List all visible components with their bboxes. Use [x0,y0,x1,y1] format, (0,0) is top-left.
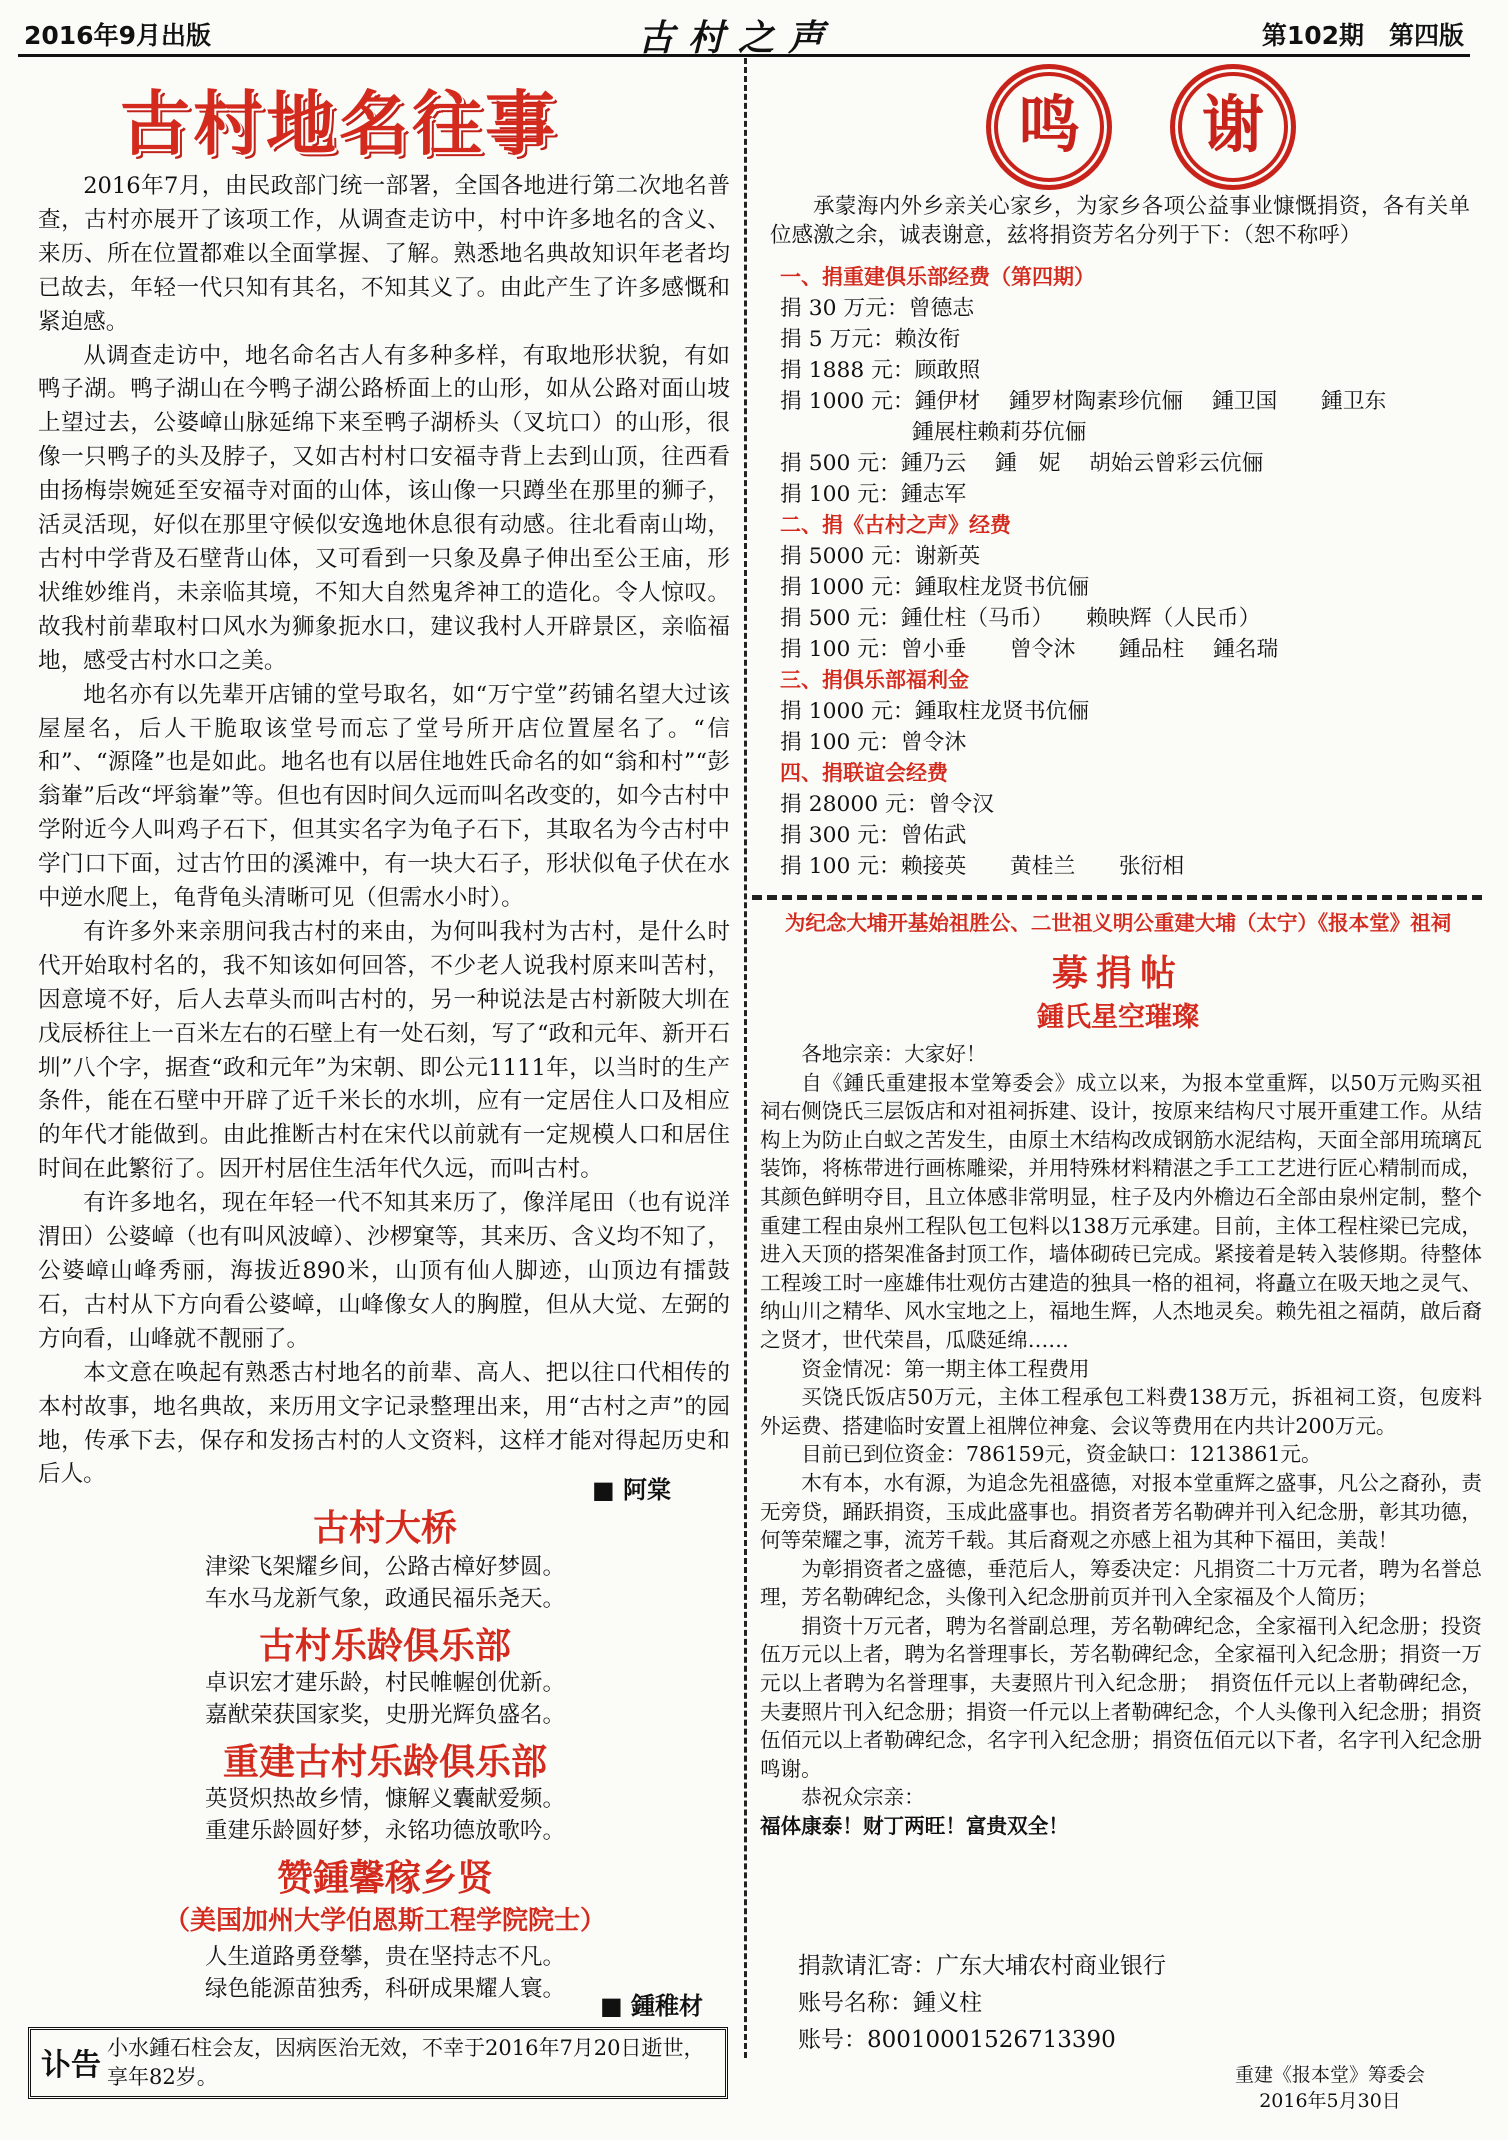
poem-title: 赞鍾馨稼乡贤 [276,1858,493,1899]
poem-line: 绿色能源苗独秀，科研成果耀人寰。 [204,1976,565,2002]
poem-subtitle: （美国加州大学伯恩斯工程学院院士） [163,1906,606,1936]
obituary-text: 小水鍾石柱会友，因病医治无效，不幸于2016年7月20日逝世，享年82岁。 [107,2036,705,2089]
donor-row: 捐 100 元：曾令沐 [780,730,967,755]
donor-row: 捐 1000 元：鍾取柱龙贤书伉俪 [780,575,1090,600]
section-divider [752,895,1482,900]
fundraising-paragraph: 恭祝众宗亲： [801,1785,925,1810]
donor-section-title: 一、捐重建俱乐部经费（第四期） [780,265,1095,289]
donor-row: 捐 100 元：鍾志军 [780,482,967,507]
publish-date: 2016年9月出版 [24,21,211,50]
page-header [18,10,1470,57]
article-paragraph: 有许多外来亲朋问我古村的来由，为何叫我村为古村，是什么时代开始取村名的，我不知该如何回答，不少老人说我村原来叫苦村，因意境不好，后人去草头而叫古村的，另一种说法是古村新陂大圳在戊辰桥往上一百米左右的石壁上有一处石刻，写了“政和元年、新开石圳”八个字，据查“政和元年”为宋朝、即公元1111年，以当时的生产条件，能在石壁中开辟了近千米长的水圳，应有一定居住人口及相应的年代才能做到。由此推断古村在宋代以前就有一定规模人口和居住时间在此繁衍了。因开村居住生活年代久远，而叫古村。 [38,918,730,1183]
account-name: 账号名称：鍾义柱 [798,1990,982,2016]
obituary-label: 讣告 [41,2048,101,2083]
column-divider [744,58,747,2058]
obituary-box [28,2027,728,2099]
donor-row: 鍾展柱赖莉芬伉俪 [912,420,1087,445]
donor-row: 捐 1888 元：顾敢照 [780,358,981,383]
account-number: 账号：80010001526713390 [798,2027,1116,2053]
thanks-intro: 承蒙海内外乡亲关心家乡，为家乡各项公益事业慷慨捐资，各有关单位感激之余，诚表谢意，兹将捐资芳名分列于下：（恕不称呼） [770,194,1470,248]
fundraising-paragraph: 买饶氏饭店50万元，主体工程承包工料费138万元，拆祖祠工资，包废料外运费、搭建临时安置上祖牌位神龛、会议等费用在内共计200万元。 [760,1385,1482,1438]
donor-row: 捐 300 元：曾佑武 [780,823,967,848]
fundraising-byline: 鍾氏星空璀璨 [1037,1002,1199,1033]
signature-date: 2016年5月30日 [1259,2090,1401,2112]
poem-title: 重建古村乐龄俱乐部 [222,1742,547,1783]
poem-line: 人生道路勇登攀，贵在坚持志不凡。 [204,1944,565,1970]
article-title: 古村地名往事 [120,83,558,165]
donor-row: 捐 1000 元：鍾取柱龙贤书伉俪 [780,699,1090,724]
donor-row: 捐 30 万元：曾德志 [780,296,975,321]
committee-signature: 重建《报本堂》筹委会 [1234,2064,1425,2086]
fundraising-headline: 为纪念大埔开基始祖胜公、二世祖义明公重建大埔（太宁）《报本堂》祖祠 [784,911,1452,935]
donor-section-title: 三、捐俱乐部福利金 [780,668,969,692]
poem-line: 嘉猷荣获国家奖，史册光辉负盛名。 [204,1702,565,1728]
donor-row: 捐 1000 元：鍾伊材 鍾罗材陶素珍伉俪 鍾卫国 鍾卫东 [780,389,1387,414]
donor-row: 捐 100 元：赖接英 黄桂兰 张衍相 [780,854,1185,879]
poem-line: 英贤炽热故乡情，慷解义囊献爱频。 [204,1786,565,1812]
fundraising-paragraph: 捐资十万元者，聘为名誉副总理，芳名勒碑纪念，全家福刊入纪念册；投资伍万元以上者，聘为名誉理事长，芳名勒碑纪念，全家福刊入纪念册；捐资一万元以上者聘为名誉理事，夫妻照片刊入纪念册； 捐资伍仟元以上者勒碑纪念，夫妻照片刊入纪念册；捐资一仟元以上者勒碑纪念，个人头像刊入纪念册；捐资伍佰元以上者勒碑纪念，名字刊入纪念册；捐资伍佰元以下者，名字刊入纪念册鸣谢。 [760,1613,1482,1781]
fundraising-blessing: 福体康泰！财丁两旺！富贵双全！ [760,1814,1069,1839]
paper-name: 古村之声 [638,17,839,59]
poem-author: ■ 鍾稚材 [600,1991,704,2020]
fundraising-paragraph: 目前已到位资金：786159元，资金缺口：1213861元。 [801,1442,1322,1467]
article-paragraph: 本文意在唤起有熟悉古村地名的前辈、高人、把以往口代相传的本村故事，地名典故，来历用文字记录整理出来，用“古村之声”的园地，传承下去，保存和发扬古村的人文资料，这样才能对得起历史和后人。 [38,1359,730,1488]
donor-row: 捐 28000 元：曾令汉 [780,792,994,817]
fundraising-paragraph: 木有本，水有源，为追念先祖盛德，对报本堂重辉之盛事，凡公之裔孙，责无旁贷，踊跃捐资，玉成此盛事也。捐资者芳名勒碑并刊入纪念册，彰其功德，何等荣耀之事，流芳千载。其后裔观之亦感上祖为其种下福田，美哉！ [760,1470,1482,1553]
poem-line: 车水马龙新气象，政通民福乐尧天。 [204,1586,565,1612]
donor-section-title: 四、捐联谊会经费 [780,761,948,785]
fundraising-paragraph: 自《鍾氏重建报本堂筹委会》成立以来，为报本堂重辉，以50万元购买祖祠右侧饶氏三层饭店和对祖祠拆建、设计，按原来结构尺寸展开重建工作。从结构上为防止白蚁之苦发生，由原土木结构改成钢筋水泥结构，天面全部用琉璃瓦装饰，将栋带进行画栋雕梁，并用特殊材料精湛之手工工艺进行匠心精制而成，其颜色鲜明夺目，且立体感非常明显，柱子及内外檐边石全部由泉州定制，整个重建工程由泉州工程队包工包料以138万元承建。目前，主体工程柱梁已完成，进入天顶的搭架准备封顶工作，墙体砌砖已完成。紧接着是转入装修期。待整体工程竣工时一座雄伟壮观仿古建造的独具一格的祖祠，将矗立在吸天地之灵气、纳山川之精华、风水宝地之上，福地生辉，人杰地灵矣。赖先祖之福荫，啟后裔之贤才，世代荣昌，瓜瓞延绵…… [760,1070,1482,1352]
poem-title: 古村乐龄俱乐部 [258,1626,511,1667]
poem-line: 重建乐龄圆好梦，永铭功德放歌吟。 [204,1818,565,1844]
donor-section-title: 二、捐《古村之声》经费 [780,513,1011,537]
article-paragraph: 从调查走访中，地名命名古人有多种多样，有取地形状貌，有如鸭子湖。鸭子湖山在今鸭子湖公路桥面上的山形，如从公路对面山坡上望过去，公婆嶂山脉延绵下来至鸭子湖桥头（叉坑口）的山形，很像一只鸭子的头及脖子，又如古村村口安福寺背上去到山顶，往西看由扬梅崇婉延至安福寺对面的山体，该山像一只蹲坐在那里的狮子，活灵活现，好似在那里守候似安逸地休息很有动感。往北看南山坳，古村中学背及石壁背山体，又可看到一只象及鼻子伸出至公王庙，形状维妙维肖，未亲临其境，不知大自然鬼斧神工的造化。令人惊叹。故我村前辈取村口风水为狮象扼水口，建议我村人开辟景区，亲临福地，感受古村水口之美。 [38,342,730,674]
seal-stamp: 鸣 [986,64,1112,190]
poem-title: 古村大桥 [312,1508,457,1549]
poem-line: 津梁飞架耀乡间，公路古樟好梦圆。 [204,1554,565,1580]
article-paragraph: 地名亦有以先辈开店铺的堂号取名，如“万宁堂”药铺名望大过该屋屋名，后人干脆取该堂号而忘了堂号所开店位置屋名了。“信和”、“源隆”也是如此。地名也有以居住地姓氏命名的如“翁和村”“彭翁輋”后改“坪翁輋”等。但也有因时间久远而叫名改变的，如今古村中学附近今人叫鸡子石下，但其实名字为龟子石下，其取名为今古村中学门口下面，过古竹田的溪滩中，有一块大石子，形状似龟子伏在水中逆水爬上，龟背龟头清晰可见（但需水小时）。 [38,681,730,912]
fundraising-greeting: 各地宗亲：大家好！ [801,1042,987,1066]
fundraising-paragraph: 为彰捐资者之盛德，垂范后人，筹委决定：凡捐资二十万元者，聘为名誉总理，芳名勒碑纪念，头像刊入纪念册前页并刊入全家福及个人简历； [760,1556,1482,1610]
donor-row: 捐 5 万元：赖汝衔 [780,327,961,352]
article-paragraph: 2016年7月，由民政部门统一部署，全国各地进行第二次地名普查，古村亦展开了该项工作，从调查走访中，村中许多地名的含义、来历、所在位置都难以全面掌握、了解。熟悉地名典故知识年老者均已故去，年轻一代只知有其名，不知其义了。由此产生了许多感慨和紧迫感。 [38,173,730,335]
poem-line: 卓识宏才建乐龄，村民帷幄创优新。 [204,1670,565,1696]
fundraising-paragraph: 资金情况：第一期主体工程费用 [801,1356,1090,1381]
remit-address: 捐款请汇寄：广东大埔农村商业银行 [798,1953,1166,1979]
article-body [38,170,730,1492]
fundraising-title: 募捐帖 [1051,953,1184,994]
donor-row: 捐 5000 元：谢新英 [780,544,981,569]
donor-row: 捐 500 元：鍾乃云 鍾 妮 胡始云曾彩云伉俪 [780,451,1264,476]
seal-stamp: 谢 [1170,64,1296,190]
article-paragraph: 有许多地名，现在年轻一代不知其来历了，像洋尾田（也有说洋渭田）公婆嶂（也有叫风波嶂）、沙椤窠等，其来历、含义均不知了，公婆嶂山峰秀丽，海拔近890米，山顶有仙人脚迹，山顶边有擂鼓石，古村从下方向看公婆嶂，山峰像女人的胸膛，但从大觉、左弼的方向看，山峰就不靓丽了。 [38,1190,730,1352]
fundraising-body [760,1040,1482,1841]
issue-number: 第102期 第四版 [1261,21,1464,50]
donor-list [780,262,1480,882]
article-author: ■ 阿棠 [592,1475,672,1504]
donor-row: 捐 500 元：鍾仕柱（马币） 赖映辉（人民币） [780,606,1261,631]
donor-row: 捐 100 元：曾小垂 曾令沐 鍾品柱 鍾名瑞 [780,637,1279,662]
